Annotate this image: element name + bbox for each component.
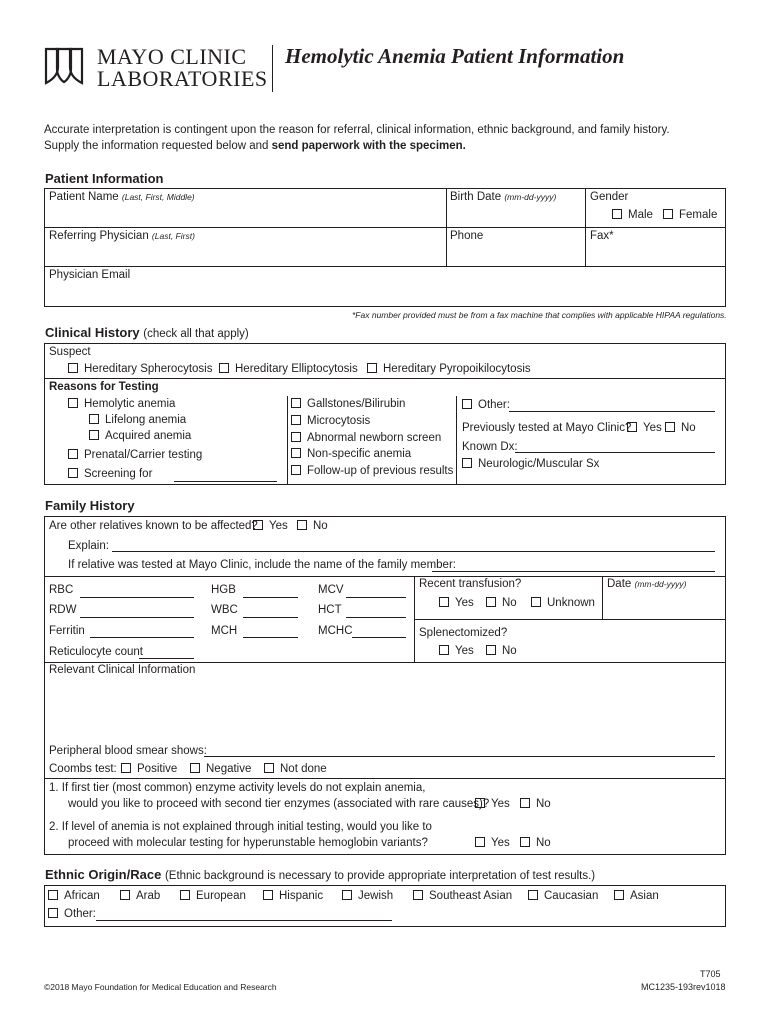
fax-note: *Fax number provided must be from a fax machine that complies with applicable HIPAA regulations. [352,310,727,320]
relevant-info-field[interactable]: Relevant Clinical Information [49,664,196,676]
transfusion-yes-checkbox[interactable]: Yes [439,596,474,610]
explain-input[interactable] [112,551,715,552]
nonspecific-anemia-checkbox[interactable]: Non-specific anemia [291,447,411,461]
ferritin-input[interactable] [90,637,194,638]
screening-checkbox[interactable]: Screening for [68,467,152,481]
ethnic-arab-checkbox[interactable]: Arab [120,889,160,903]
affected-yes-checkbox[interactable]: Yes [253,519,288,533]
previously-tested-label: Previously tested at Mayo Clinic? [462,422,632,434]
mchc-input[interactable] [352,637,406,638]
question1-yes-checkbox[interactable]: Yes [475,797,510,811]
coombs-negative-checkbox[interactable]: Negative [190,762,251,776]
affected-question: Are other relatives known to be affected? [49,520,258,532]
copyright: ©2018 Mayo Foundation for Medical Education and Research [44,982,277,992]
intro-line1: Accurate interpretation is contingent upon the reason for referral, clinical information, ethnic background, and family history. [44,124,670,136]
birth-date-field[interactable]: Birth Date (mm-dd-yyyy) [450,191,557,203]
page-title: Hemolytic Anemia Patient Information [285,44,625,68]
ethnic-jewish-checkbox[interactable]: Jewish [342,889,393,903]
coombs-not-done-checkbox[interactable]: Not done [264,762,327,776]
newborn-screen-checkbox[interactable]: Abnormal newborn screen [291,431,441,445]
mch-input[interactable] [243,637,298,638]
ethnic-heading: Ethnic Origin/Race (Ethnic background is necessary to provide appropriate interpretation of test results.) [45,867,596,882]
question2-no-checkbox[interactable]: No [520,836,551,850]
logo-line2: LABORATORIES [97,66,268,91]
hct-label: HCT [318,604,342,616]
previously-tested-yes-checkbox[interactable]: Yes [627,421,662,435]
question2-line2: proceed with molecular testing for hyperunstable hemoglobin variants? [68,837,428,849]
hgb-input[interactable] [243,597,298,598]
ethnic-hispanic-checkbox[interactable]: Hispanic [263,889,323,903]
smear-input[interactable] [204,756,715,757]
gender-label: Gender [590,191,629,203]
question1-line2: would you like to proceed with second tier enzymes (associated with rare causes)? [68,798,490,810]
ethnic-southeast-asian-checkbox[interactable]: Southeast Asian [413,889,512,903]
patient-heading: Patient Information [45,171,164,186]
mch-label: MCH [211,625,238,637]
retic-input[interactable] [139,658,194,659]
question2-line1: 2. If level of anemia is not explained through initial testing, would you like to [49,821,432,833]
explain-label: Explain: [68,540,109,552]
splenectomized-yes-checkbox[interactable]: Yes [439,644,474,658]
ferritin-label: Ferritin [49,625,85,637]
question2-yes-checkbox[interactable]: Yes [475,836,510,850]
suspect-elliptocytosis-checkbox[interactable]: Hereditary Elliptocytosis [219,362,358,376]
ethnic-other-checkbox[interactable]: Other: [48,907,96,921]
rdw-input[interactable] [80,617,194,618]
family-heading: Family History [45,498,135,513]
other-input[interactable] [509,411,715,412]
patient-box [44,188,726,307]
suspect-label: Suspect [49,346,91,358]
known-dx-label: Known Dx: [462,441,518,453]
gallstones-checkbox[interactable]: Gallstones/Bilirubin [291,397,405,411]
retic-label: Reticulocyte count [49,646,143,658]
form-code: T705 [700,969,721,979]
reasons-label: Reasons for Testing [49,381,159,393]
rbc-label: RBC [49,584,74,596]
mayo-shields-icon [44,45,84,85]
question1-line1: 1. If first tier (most common) enzyme activity levels do not explain anemia, [49,782,426,794]
clinical-heading: Clinical History (check all that apply) [45,325,249,340]
hct-input[interactable] [346,617,406,618]
smear-label: Peripheral blood smear shows: [49,745,207,757]
ethnic-other-input[interactable] [96,920,392,921]
rbc-input[interactable] [80,597,194,598]
lifelong-anemia-checkbox[interactable]: Lifelong anemia [89,413,186,427]
ethnic-african-checkbox[interactable]: African [48,889,100,903]
known-dx-input[interactable] [515,452,715,453]
transfusion-unknown-checkbox[interactable]: Unknown [531,596,595,610]
hemolytic-anemia-checkbox[interactable]: Hemolytic anemia [68,397,175,411]
header-divider [272,45,273,92]
mchc-label: MCHC [318,625,353,637]
transfusion-label: Recent transfusion? [419,578,522,590]
splenectomized-label: Splenectomized? [419,627,508,639]
transfusion-date-field[interactable]: Date (mm-dd-yyyy) [607,578,687,590]
neuro-checkbox[interactable]: Neurologic/Muscular Sx [462,457,599,471]
ethnic-asian-checkbox[interactable]: Asian [614,889,659,903]
tested-family-question: If relative was tested at Mayo Clinic, include the name of the family member: [68,559,456,571]
coombs-positive-checkbox[interactable]: Positive [121,762,177,776]
gender-female-checkbox[interactable]: Female [663,208,717,222]
physician-email-field[interactable]: Physician Email [49,269,131,281]
prenatal-checkbox[interactable]: Prenatal/Carrier testing [68,448,202,462]
fax-field[interactable]: Fax* [590,230,614,242]
mcv-input[interactable] [346,597,406,598]
ethnic-european-checkbox[interactable]: European [180,889,246,903]
patient-name-field[interactable]: Patient Name (Last, First, Middle) [49,191,195,203]
suspect-pyropoikilocytosis-checkbox[interactable]: Hereditary Pyropoikilocytosis [367,362,531,376]
affected-no-checkbox[interactable]: No [297,519,328,533]
referring-physician-field[interactable]: Referring Physician (Last, First) [49,230,195,242]
acquired-anemia-checkbox[interactable]: Acquired anemia [89,429,191,443]
splenectomized-no-checkbox[interactable]: No [486,644,517,658]
intro-line2: Supply the information requested below and send paperwork with the specimen. [44,140,466,152]
revision-code: MC1235-193rev1018 [641,982,726,992]
tested-family-input[interactable] [432,571,715,572]
question1-no-checkbox[interactable]: No [520,797,551,811]
transfusion-no-checkbox[interactable]: No [486,596,517,610]
microcytosis-checkbox[interactable]: Microcytosis [291,414,370,428]
rdw-label: RDW [49,604,77,616]
wbc-input[interactable] [243,617,298,618]
screening-input[interactable] [174,481,277,482]
followup-checkbox[interactable]: Follow-up of previous results [291,464,453,478]
other-checkbox[interactable]: Other: [462,398,510,412]
wbc-label: WBC [211,604,238,616]
logo-line1: MAYO CLINIC [97,44,247,69]
ethnic-caucasian-checkbox[interactable]: Caucasian [528,889,598,903]
hgb-label: HGB [211,584,236,596]
suspect-spherocytosis-checkbox[interactable]: Hereditary Spherocytosis [68,362,212,376]
mcv-label: MCV [318,584,344,596]
coombs-label: Coombs test: [49,763,117,775]
phone-field[interactable]: Phone [450,230,484,242]
gender-male-checkbox[interactable]: Male [612,208,653,222]
previously-tested-no-checkbox[interactable]: No [665,421,696,435]
